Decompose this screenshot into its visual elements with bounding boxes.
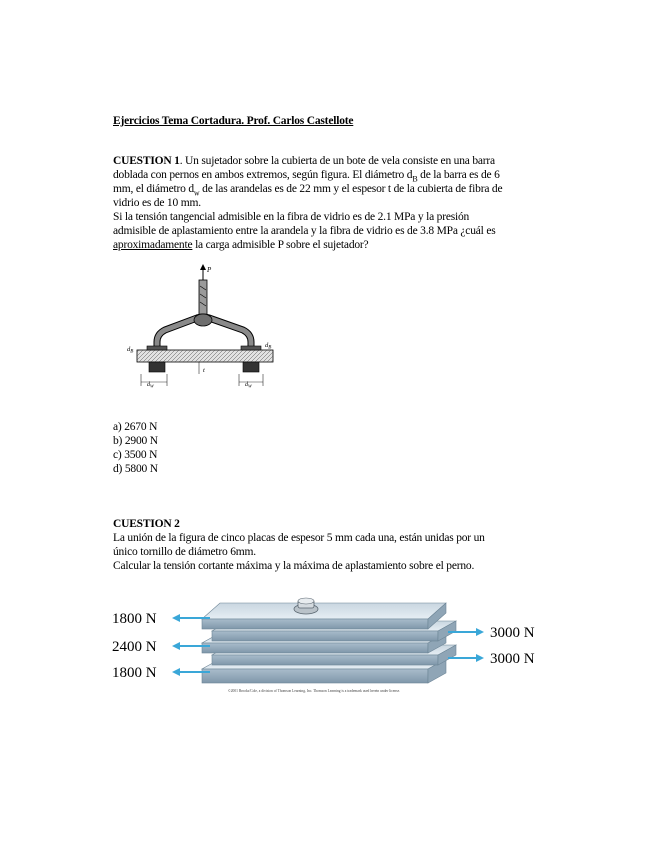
q1-line3: mm, el diámetro $d_w$ de las arandelas es de 22 mm y el espesor t de la cubierta de fibra de [113, 183, 503, 198]
q1-line6: admisible de aplastamiento entre la arandela y la fibra de vidrio es de 3.8 MPa ¿cuál es [113, 225, 496, 237]
q2-line3: Calcular la tensión cortante máxima y la máxima de aplastamiento sobre el perno. [113, 560, 475, 572]
db-label-right: $d_B$ [265, 342, 272, 351]
q2-line1: La unión de la figura de cinco placas de espesor 5 mm cada una, están unidas por un [113, 532, 485, 544]
q1-option-c: c) 3500 N [113, 449, 158, 461]
q2-heading: CUESTION 2 [113, 518, 180, 530]
q1-line5: Si la tensión tangencial admisible en la fibra de vidrio es de 2.1 MPa y la presión [113, 211, 470, 223]
q1-option-a: a) 2670 N [113, 421, 158, 433]
q1-line7: aproximadamente la carga admisible P sobre el sujetador? [113, 239, 369, 251]
page-title: Ejercicios Tema Cortadura. Prof. Carlos Castellote [113, 115, 354, 127]
q1-line1: CUESTION 1. Un sujetador sobre la cubierta de un bote de vela consiste en una barra [113, 155, 495, 167]
p-label: P [207, 266, 212, 274]
left-force-label-1: 1800 N [112, 611, 157, 627]
left-force-label-3: 1800 N [112, 665, 157, 681]
q1-option-b: b) 2900 N [113, 435, 158, 447]
left-force-label-2: 2400 N [112, 639, 157, 655]
q2-line2: único tornillo de diámetro 6mm. [113, 546, 256, 558]
dw-label-left: $d_W$ [147, 382, 154, 389]
q1-clamp-figure [115, 262, 285, 397]
q2-plates-figure [110, 597, 550, 702]
db-label-left: $d_B$ [127, 346, 134, 355]
right-force-label-2: 3000 N [490, 651, 535, 667]
q1-line4: vidrio es de 10 mm. [113, 197, 201, 209]
dw-label-right: $d_W$ [245, 382, 252, 389]
q1-option-d: d) 5800 N [113, 463, 158, 475]
q1-line2: doblada con pernos en ambos extremos, según figura. El diámetro $d_B$ de la barra es de 6 [113, 169, 500, 184]
q1-heading: CUESTION 1 [113, 155, 180, 167]
figure-credit: ©2001 Brooks/Cole, a division of Thomson Learning, Inc. Thomson Learning is a trademark used herein under license. [228, 689, 401, 693]
t-label: t [203, 367, 205, 374]
right-force-label-1: 3000 N [490, 625, 535, 641]
